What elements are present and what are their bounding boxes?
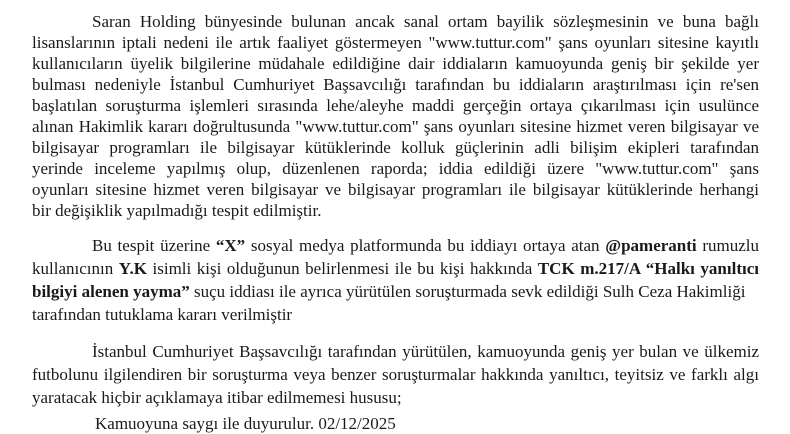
text-line: bir değişiklik yapılmadığı tespit edilmiştir.: [32, 201, 322, 220]
text-line: bilgiyi alenen yayma” suçu iddiası ile ayrıca yürütülen soruşturmada sevk edildiği Sulh Ceza Hakimliği: [32, 282, 746, 301]
text-line: İstanbul Cumhuriyet Başsavcılığı tarafından yürütülen, kamuoyunda geniş yer bulan ve ülkemiz: [92, 342, 759, 361]
username-handle: @pameranti: [605, 236, 697, 255]
text-line: Bu tespit üzerine “X” sosyal medya platformunda bu iddiayı ortaya atan @pameranti rumuzlu: [92, 236, 759, 255]
text-line: tarafından tutuklama kararı verilmiştir: [32, 305, 293, 324]
text-line: başlatılan soruşturma işlemleri sırasında lehe/aleyhe maddi gerçeğin ortaya çıkarılması için usulünce: [32, 96, 759, 115]
closing-line: [32, 413, 759, 434]
text-line: Kamuoyuna saygı ile duyurulur. 02/12/2025: [95, 414, 396, 433]
text-line: yaratacak hiçbir açıklamaya itibar edilmemesi hususu;: [32, 388, 402, 407]
text-line: futbolunu ilgilendiren bir soruşturma veya benzer soruşturmalar hakkında yanıltıcı, teyitsiz ve farklı algı: [32, 365, 759, 384]
text-line: kullanıcıların üyelik bilgilerine müdahale edildiğine dair iddiaların kamuoyunda geniş bir şekilde yer: [32, 54, 759, 73]
text-line: lisanslarının iptali nedeni ile artık faaliyet göstermeyen "www.tuttur.com" şans oyunları sitesine kayıtlı: [32, 33, 759, 52]
text-line: kullanıcının Y.K isimli kişi olduğunun belirlenmesi ile bu kişi hakkında TCK m.217/A “Halkı yanıltıcı: [32, 259, 759, 278]
text-line: bulması nedeniyle İstanbul Cumhuriyet Başsavcılığı tarafından bu iddiaların araştırılması için re'sen: [32, 75, 759, 94]
text-line: yerinde inceleme yapılmış olup, düzenlenen raporda; iddia edildiği üzere "www.tuttur.com" şans: [32, 159, 759, 178]
text-line: Saran Holding bünyesinde bulunan ancak sanal ortam bayilik sözleşmesinin ve buna bağlı: [92, 12, 759, 31]
text-line: oyunları sitesine hizmet veren bilgisayar ve bilgisayar programları ile bilgisayar kütüklerinde herhangi: [32, 180, 759, 199]
text-line: alınan Hakimlik kararı doğrultusunda "www.tuttur.com" şans oyunları sitesine hizmet veren bilgisayar ve: [32, 117, 759, 136]
paragraph-warning: [32, 340, 759, 409]
paragraph-investigation-findings: [32, 11, 759, 221]
text-line: bilgisayar programları ile bilgisayar kütüklerinde kolluk güçlerinin adli bilişim ekipleri tarafından: [32, 138, 759, 157]
paragraph-arrest: [32, 234, 759, 326]
